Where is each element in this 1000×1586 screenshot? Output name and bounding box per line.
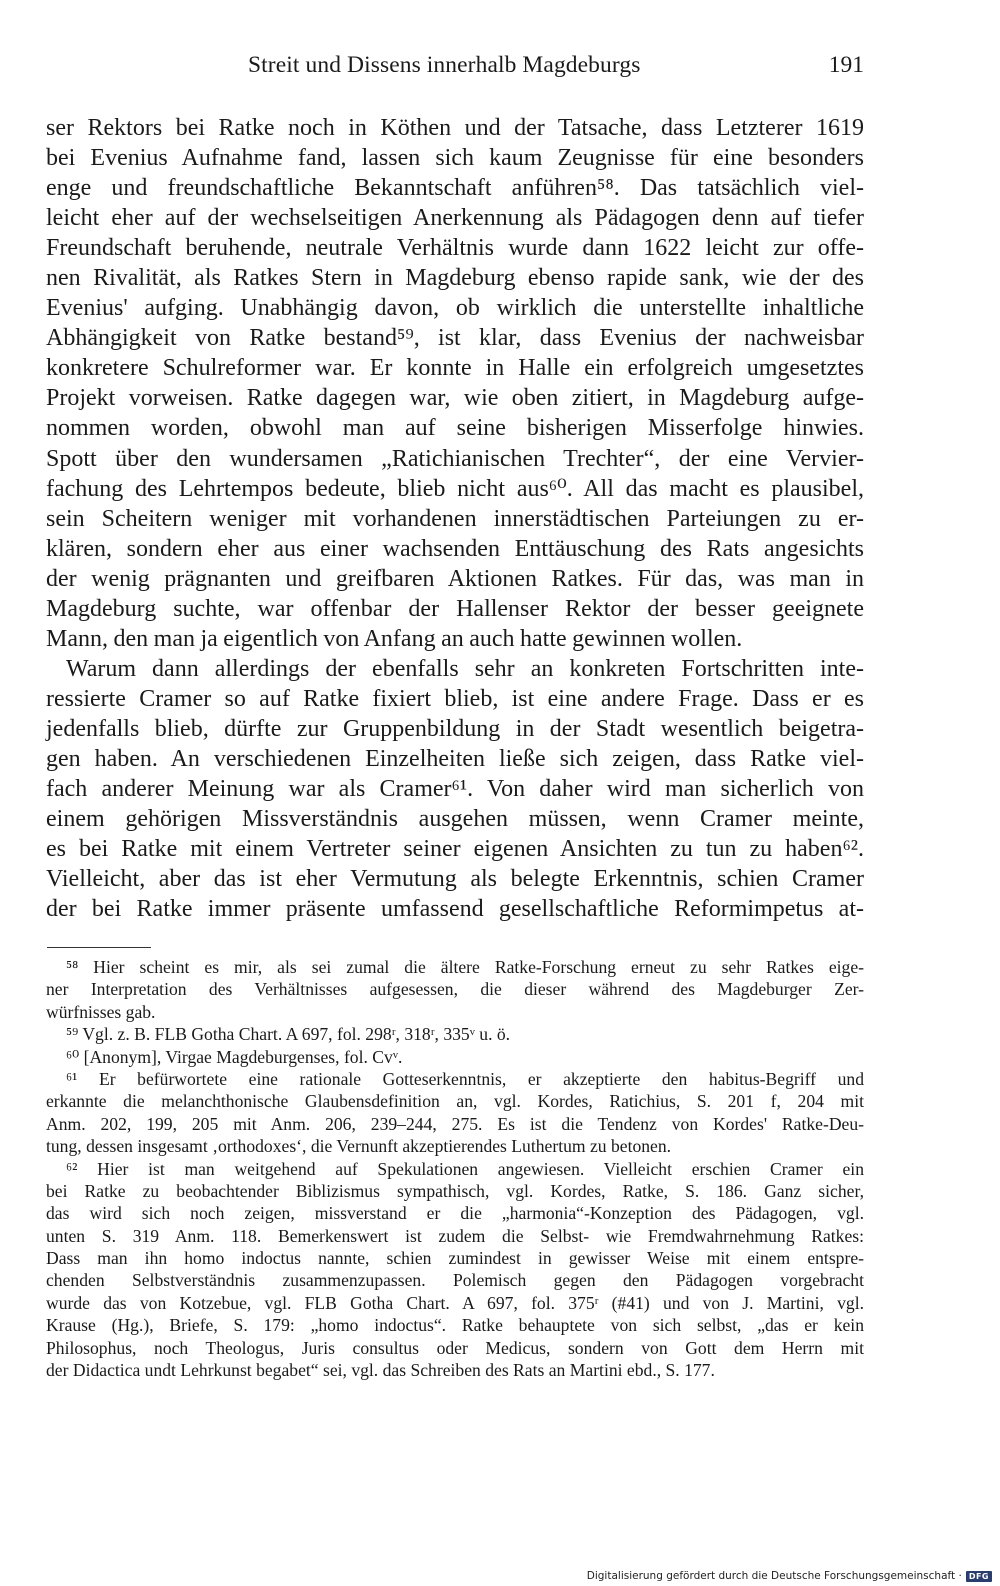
body-line: Freundschaft beruhende, neutrale Verhältnis wurde dann 1622 leicht zur offe- [46,235,864,262]
body-line: Evenius' aufging. Unabhängig davon, ob wirklich die unterstellte inhaltliche [46,295,864,322]
body-line: sein Scheitern weniger mit vorhandenen innerstädtischen Parteiungen zu er- [46,505,864,532]
footnote-line: Anm. 202, 199, 205 mit Anm. 206, 239–244, 275. Es ist die Tendenz von Kordes' Ratke-Deu- [46,1113,864,1134]
running-head-title: Streit und Dissens innerhalb Magdeburgs [248,52,641,78]
body-text [46,113,864,924]
footnote-line: tung, dessen insgesamt ‚orthodoxes‘, die Vernunft akzeptierendes Luthertum zu betonen. [46,1136,672,1157]
page-number: 191 [828,52,864,78]
body-line: Magdeburg suchte, war offenbar der Hallenser Rektor der besser geeignete [46,595,864,622]
footnote-59: ⁵⁹ Vgl. z. B. FLB Gotha Chart. A 697, fol. 298ʳ, 318ʳ, 335ᵛ u. ö. [66,1024,511,1045]
body-line: der bei Ratke immer präsente umfassend gesellschaftliche Reformimpetus at- [46,896,864,923]
footnote-line: wurde das von Kotzebue, vgl. FLB Gotha Chart. A 697, fol. 375ʳ (#41) und von J. Martini, vgl. [46,1292,864,1313]
footnote-58: ⁵⁸ Hier scheint es mir, als sei zumal die ältere Ratke-Forschung erneut zu sehr Ratkes eige- [66,957,864,977]
body-line: Warum dann allerdings der ebenfalls sehr an konkreten Fortschritten inte- [66,655,864,682]
footnote-60: ⁶⁰ [Anonym], Virgae Magdeburgenses, fol. Cvᵛ. [66,1046,403,1067]
footnote-line: chenden Selbstverständnis zusammenzupassen. Polemisch gegen den Pädagogen vorgebracht [46,1270,864,1291]
footnote-line: unten S. 319 Anm. 118. Bemerkenswert ist zudem die Selbst- wie Fremdwahrnehmung Ratkes: [46,1225,864,1246]
footnote-61: ⁶¹ Er befürwortete eine rationale Gotteserkenntnis, er akzeptierte den habitus-Begriff und [66,1068,864,1089]
footnote-line: bei Ratke zu beobachtender Biblizismus sympathisch, vgl. Kordes, Ratke, S. 186. Ganz sicher, [46,1180,864,1201]
body-line: Vielleicht, aber das ist eher Vermutung als belegte Erkenntnis, schien Cramer [46,866,864,893]
footnotes [46,956,864,1381]
footnote-line: das wird sich noch zeigen, missverstand er die „harmonia“-Konzeption des Pädagogen, vgl. [46,1203,864,1224]
footnote-separator [47,947,151,948]
digitization-footer [587,1570,992,1582]
body-line: der wenig prägnanten und greifbaren Aktionen Ratkes. Für das, was man in [46,565,864,592]
dfg-logo: DFG [966,1571,992,1582]
footnote-line: der Didactica undt Lehrkunst begabet“ sei, vgl. das Schreiben des Rats an Martini ebd., S. 177. [46,1360,715,1381]
footnote-line: Dass man ihn homo indoctus nannte, schien zumindest in gewisser Weise mit einem entspre- [46,1248,864,1269]
body-line: Abhängigkeit von Ratke bestand⁵⁹, ist klar, dass Evenius der nachweisbar [46,325,864,352]
footnote-line: erkannte die melanchthonische Glaubensdefinition an, vgl. Kordes, Ratichius, S. 201 f, 204 mit [46,1091,864,1112]
body-line: gen haben. An verschiedenen Einzelheiten ließe sich zeigen, dass Ratke viel- [46,745,864,772]
body-line: nommen worden, obwohl man auf seine bisherigen Misserfolge hinwies. [46,415,864,442]
body-line: ressierte Cramer so auf Ratke fixiert blieb, ist eine andere Frage. Dass er es [46,685,864,712]
body-line: Projekt vorweisen. Ratke dagegen war, wie oben zitiert, in Magdeburg aufge- [46,385,864,412]
body-line: einem gehörigen Missverständnis ausgehen müssen, wenn Cramer meinte, [46,806,864,833]
body-line: es bei Ratke mit einem Vertreter seiner eigenen Ansichten zu tun zu haben⁶². [46,836,864,863]
body-line: klären, sondern eher aus einer wachsenden Enttäuschung des Rats angesichts [46,535,864,562]
footnote-line: Philosophus, noch Theologus, Juris consultus oder Medicus, sondern von Gott dem Herrn mit [46,1337,864,1358]
body-line: jedenfalls blieb, dürfte zur Gruppenbildung in der Stadt wesentlich beigetra- [46,715,864,742]
body-line: konkretere Schulreformer war. Er konnte in Halle ein erfolgreich umgesetztes [46,355,864,382]
running-head [244,52,864,88]
footnote-line: ner Interpretation des Verhältnisses aufgesessen, die dieser während des Magdeburger Zer- [46,979,864,1000]
body-line: fachung des Lehrtempos bedeute, blieb nicht aus⁶⁰. All das macht es plausibel, [46,475,864,502]
body-line: Mann, den man ja eigentlich von Anfang an auch hatte gewinnen wollen. [46,625,743,652]
body-line: bei Evenius Aufnahme fand, lassen sich kaum Zeugnisse für eine besonders [46,145,864,172]
footnote-line: würfnisses gab. [46,1001,156,1022]
footnote-line: Krause (Hg.), Briefe, S. 179: „homo indoctus“. Ratke behauptete von sich selbst, „das er kein [46,1315,864,1336]
footnote-62: ⁶² Hier ist man weitgehend auf Spekulationen angewiesen. Vielleicht erschien Cramer ein [66,1158,864,1179]
body-line: enge und freundschaftliche Bekanntschaft anführen⁵⁸. Das tatsächlich viel- [46,175,864,202]
footer-text: Digitalisierung gefördert durch die Deutsche Forschungsgemeinschaft · [586,1570,962,1582]
body-line: Spott über den wundersamen „Ratichianischen Trechter“, der eine Vervier- [46,445,864,472]
body-line: leicht eher auf der wechselseitigen Anerkennung als Pädagogen denn auf tiefer [46,205,864,232]
body-line: nen Rivalität, als Ratkes Stern in Magdeburg ebenso rapide sank, wie der des [46,265,864,292]
body-line: fach anderer Meinung war als Cramer⁶¹. Von daher wird man sicherlich von [46,776,864,803]
body-line: ser Rektors bei Ratke noch in Köthen und der Tatsache, dass Letzterer 1619 [46,115,864,141]
